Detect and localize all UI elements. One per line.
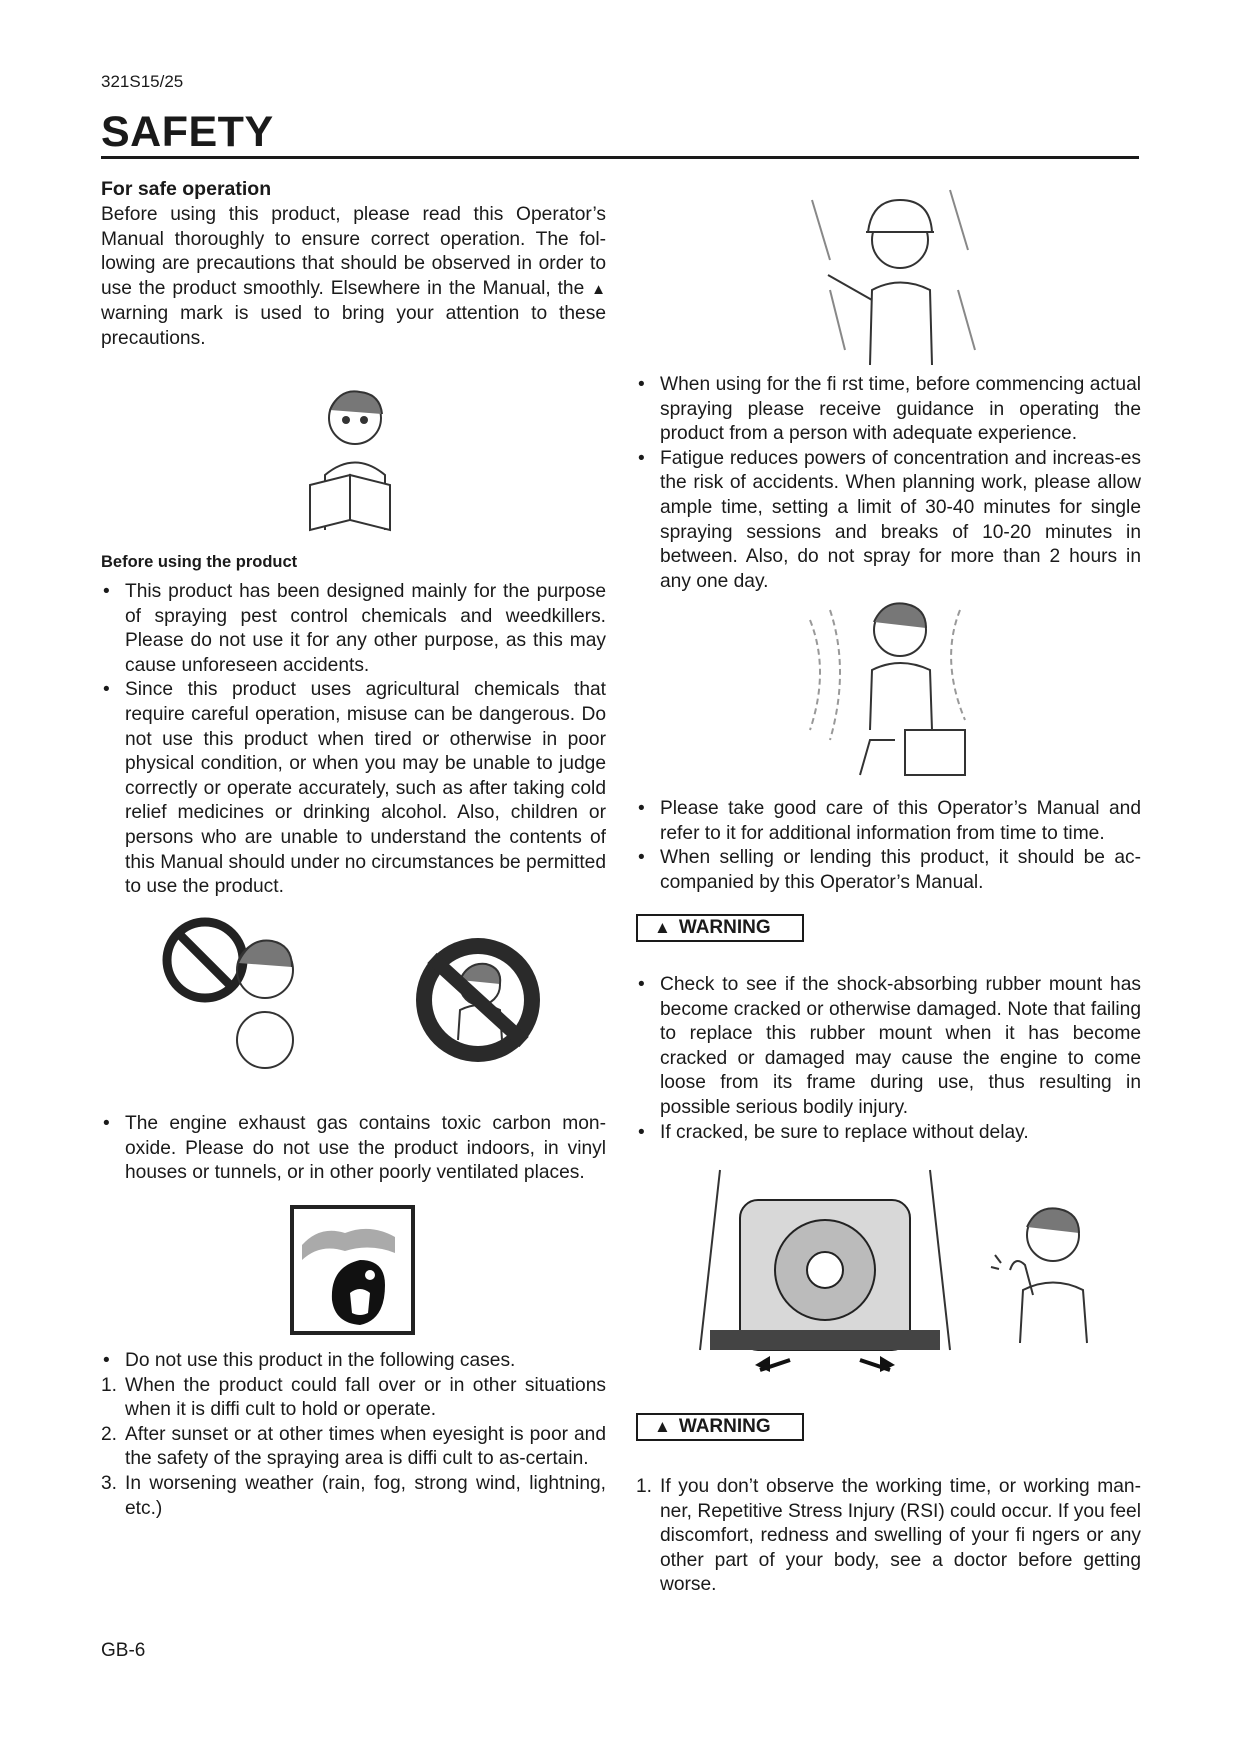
finger-pain-illustration <box>985 1195 1105 1345</box>
warning1-section <box>636 973 1141 1145</box>
intro-text-before: Before using this product, please read this Operator’s Manual thoroughly to ensure correct operation. The fol-lowing are precautions that should be observed in order to use the product smoothly. Elsewhere in the Manual, the <box>101 204 606 299</box>
page-number: GB-6 <box>101 1640 146 1661</box>
list-item: • If cracked, be sure to replace without delay. <box>636 1121 1141 1146</box>
list-item: • Fatigue reduces powers of concentration and increas-es the risk of accidents. When planning work, please allow ample time, setting a limit of 30-40 minutes for single spraying sessions and breaks of 10-20 minutes in between. Also, do not spray for more than 2 hours in any one day. <box>636 447 1141 595</box>
list-item: • The engine exhaust gas contains toxic carbon mon-oxide. Please do not use the product indoors, in vinyl houses or tunnels, or in other poorly ventilated places. <box>101 1112 606 1186</box>
do-not-use-numbered-list <box>101 1374 606 1522</box>
no-children-illustration <box>410 930 555 1070</box>
intro-text <box>101 203 606 352</box>
fatigue-illustration <box>790 590 990 785</box>
page-title: SAFETY <box>101 108 274 156</box>
right-mid-list <box>636 797 1141 895</box>
numbered-item: 3. In worsening weather (rain, fog, strong wind, lightning, etc.) <box>101 1472 606 1519</box>
toxic-exhaust-illustration <box>290 1205 415 1335</box>
warning1-list <box>636 973 1141 1145</box>
intro-text-after: warning mark is used to bring your attention to these precautions. <box>101 303 606 349</box>
right-top-section <box>636 373 1141 594</box>
intro-heading: For safe operation <box>101 178 272 200</box>
warning2-section <box>636 1475 1141 1598</box>
exhaust-section <box>101 1112 606 1186</box>
warning-triangle-icon: ▲ <box>591 280 606 298</box>
numbered-item: 2. After sunset or at other times when eyesight is poor and the safety of the spraying area is diffi cult to as-certain. <box>101 1423 606 1470</box>
right-mid-section <box>636 797 1141 895</box>
engine-rubber-mount-illustration <box>680 1160 970 1375</box>
warning-triangle-icon: ▲ <box>654 918 671 937</box>
warning-label: ▲ WARNING <box>636 914 804 942</box>
warning-triangle-icon: ▲ <box>654 1417 671 1436</box>
intro-section <box>101 178 606 352</box>
rain-illustration <box>800 180 990 370</box>
do-not-use-intro-list <box>101 1349 606 1374</box>
list-item: • Since this product uses agricultural chemicals that require careful operation, misuse can be dangerous. Do not use this product when tired or otherwise in poor physical condition, or when you may be unable to judge correctly or operate accurately, such as after taking cold relief medicines or drinking alcohol. Also, children or persons who are unable to understand the contents of this Manual should under no circumstances be permitted to use the product. <box>101 678 606 899</box>
list-item: • Check to see if the shock-absorbing rubber mount has become cracked or otherwise damaged. Note that failing to replace this rubber mount when it has become cracked or damaged may cause the engine to come loose from its frame during use, thus resulting in possible serious bodily injury. <box>636 973 1141 1121</box>
exhaust-list <box>101 1112 606 1186</box>
right-top-list <box>636 373 1141 594</box>
no-medicine-alcohol-illustration <box>160 915 310 1075</box>
numbered-item: 1. If you don’t observe the working time, or working man-ner, Repetitive Stress Injury (RSI) could occur. If you feel discomfort, redness and swelling of your fi ngers or any other part of your body, see a doctor before getting worse. <box>636 1476 1141 1596</box>
list-item: • When using for the fi rst time, before commencing actual spraying please receive guidance in operating the product from a person with adequate experience. <box>636 373 1141 447</box>
list-item: • Please take good care of this Operator’s Manual and refer to it for additional information from time to time. <box>636 797 1141 846</box>
warning-label: ▲ WARNING <box>636 1413 804 1441</box>
before-use-list <box>101 580 606 900</box>
title-rule <box>101 156 1139 159</box>
numbered-item: 1. When the product could fall over or in other situations when it is diffi cult to hold or operate. <box>101 1374 606 1421</box>
warning2-list <box>636 1475 1141 1598</box>
list-item: • Do not use this product in the following cases. <box>101 1349 606 1374</box>
model-number: 321S15/25 <box>101 72 184 91</box>
before-use-section <box>101 553 606 900</box>
before-use-heading: Before using the product <box>101 553 298 571</box>
list-item: • This product has been designed mainly for the purpose of spraying pest control chemicals and weedkillers. Please do not use it for any other purpose, as this may cause unforeseen accidents. <box>101 580 606 678</box>
list-item: • When selling or lending this product, it should be ac-companied by this Operator’s Manual. <box>636 846 1141 895</box>
do-not-use-section <box>101 1349 606 1521</box>
reading-manual-illustration <box>300 380 410 535</box>
